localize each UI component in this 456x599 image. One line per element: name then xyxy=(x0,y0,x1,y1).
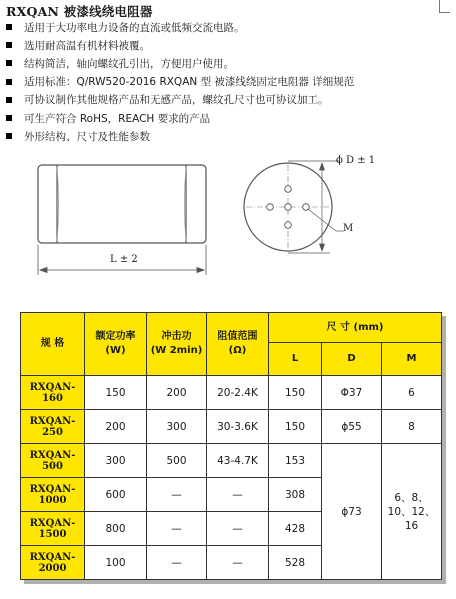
header-power: 额定功率 (W) xyxy=(85,313,147,376)
cell-model: RXQAN-2000 xyxy=(21,546,85,580)
cell-power: 100 xyxy=(85,546,147,580)
cell-impulse: — xyxy=(147,478,207,512)
cell-power: 200 xyxy=(85,410,147,444)
cell-L: 428 xyxy=(269,512,322,546)
header-M: M xyxy=(382,343,442,376)
spec-table xyxy=(20,312,442,580)
feature-list xyxy=(6,18,446,145)
cell-D: Φ37 xyxy=(322,376,382,410)
feature-text: 选用耐高温有机材料被覆。 xyxy=(24,39,150,52)
cell-impulse: 300 xyxy=(147,410,207,444)
cell-L: 528 xyxy=(269,546,322,580)
feature-text: 适用标准：Q/RW520-2016 RXQAN 型 被漆线绕固定电阻器 详细规范 xyxy=(24,76,355,89)
table-row xyxy=(21,444,442,478)
cell-L: 153 xyxy=(269,444,322,478)
cell-range: — xyxy=(207,512,269,546)
cell-impulse: — xyxy=(147,546,207,580)
table-row xyxy=(21,410,442,444)
cell-M: 8 xyxy=(382,410,442,444)
cell-impulse: 500 xyxy=(147,444,207,478)
resistor-side-view xyxy=(38,165,206,243)
title-model: RXQAN xyxy=(6,4,60,19)
cell-range: 20-2.4K xyxy=(207,376,269,410)
cell-impulse: — xyxy=(147,512,207,546)
feature-item xyxy=(6,73,446,91)
feature-text: 可生产符合 RoHS，REACH 要求的产品 xyxy=(24,112,211,125)
diameter-label: ϕ D ± 1 xyxy=(336,155,376,166)
cell-range: — xyxy=(207,546,269,580)
cell-range: — xyxy=(207,478,269,512)
header-D: D xyxy=(322,343,382,376)
thread-label: M xyxy=(343,223,354,234)
table-row xyxy=(21,376,442,410)
cell-L: 150 xyxy=(269,410,322,444)
bullet-square-icon xyxy=(6,79,12,85)
cell-model: RXQAN-1000 xyxy=(21,478,85,512)
cell-impulse: 200 xyxy=(147,376,207,410)
corner-mark xyxy=(439,0,450,13)
feature-text: 适用于大功率电力设备的直流或低频交流电路。 xyxy=(24,21,245,34)
cell-power: 800 xyxy=(85,512,147,546)
feature-item xyxy=(6,54,446,72)
feature-item xyxy=(6,91,446,109)
cell-model: RXQAN-250 xyxy=(21,410,85,444)
cell-M-merged: 6、8、10、12、16 xyxy=(382,444,442,580)
bullet-square-icon xyxy=(6,133,12,139)
feature-item xyxy=(6,18,446,36)
cell-power: 600 xyxy=(85,478,147,512)
table-header-row xyxy=(21,313,442,343)
length-label: L ± 2 xyxy=(110,254,138,265)
cell-power: 300 xyxy=(85,444,147,478)
cell-L: 150 xyxy=(269,376,322,410)
feature-text: 外形结构、尺寸及性能参数 xyxy=(24,130,150,143)
feature-item xyxy=(6,36,446,54)
header-L: L xyxy=(269,343,322,376)
cell-model: RXQAN-500 xyxy=(21,444,85,478)
cell-M: 6 xyxy=(382,376,442,410)
feature-item xyxy=(6,109,446,127)
bullet-square-icon xyxy=(6,115,12,121)
feature-text: 结构简洁，轴向螺纹孔引出，方便用户使用。 xyxy=(24,57,234,70)
bullet-square-icon xyxy=(6,97,12,103)
resistor-drawing-svg xyxy=(0,145,456,295)
cell-L: 308 xyxy=(269,478,322,512)
bullet-square-icon xyxy=(6,42,12,48)
cell-model: RXQAN-160 xyxy=(21,376,85,410)
cell-model: RXQAN-1500 xyxy=(21,512,85,546)
header-resistance: 阻值范围 (Ω) xyxy=(207,313,269,376)
table-shadow-bottom xyxy=(24,580,446,584)
cell-range: 30-3.6K xyxy=(207,410,269,444)
header-model: 规 格 xyxy=(21,313,85,376)
feature-text: 可协议制作其他规格产品和无感产品，螺纹孔尺寸也可协议加工。 xyxy=(24,94,329,107)
resistor-end-view xyxy=(244,163,332,251)
cell-D-merged: ϕ73 xyxy=(322,444,382,580)
header-impulse: 冲击功 (W 2min) xyxy=(147,313,207,376)
header-dimensions: 尺 寸 (mm) xyxy=(269,313,442,343)
outline-drawing xyxy=(0,145,456,295)
cell-power: 150 xyxy=(85,376,147,410)
bullet-square-icon xyxy=(6,60,12,66)
title-text: 被漆线绕电阻器 xyxy=(63,4,153,19)
cell-D: ϕ55 xyxy=(322,410,382,444)
cell-range: 43-4.7K xyxy=(207,444,269,478)
feature-item xyxy=(6,127,446,145)
bullet-square-icon xyxy=(6,24,12,30)
